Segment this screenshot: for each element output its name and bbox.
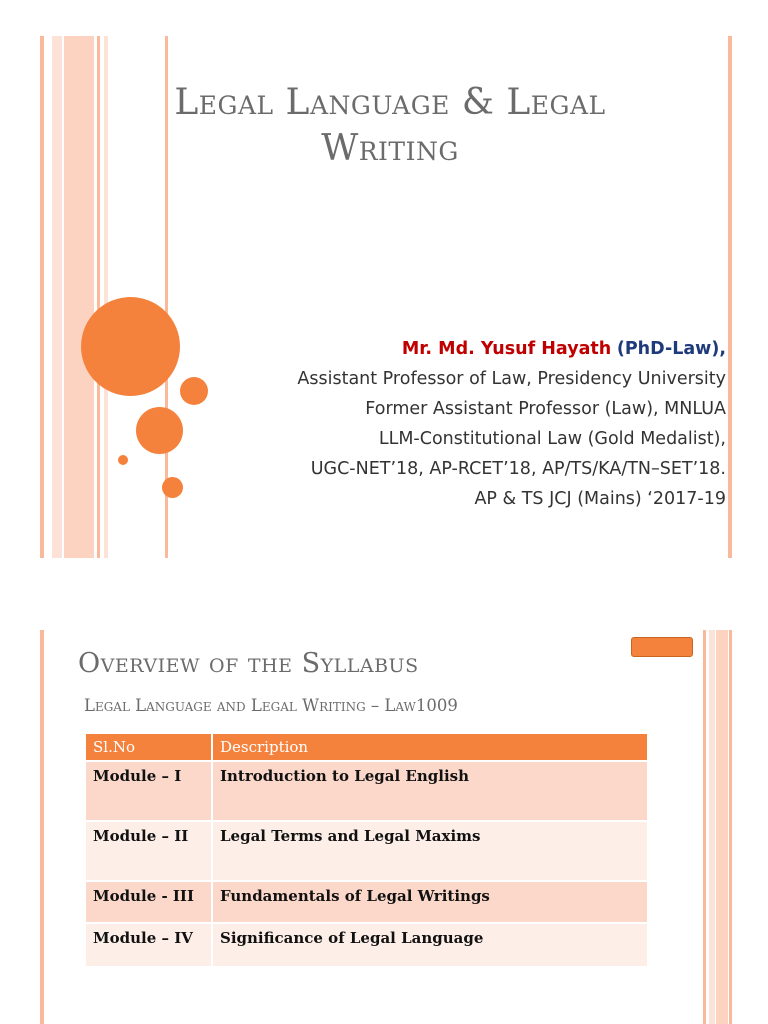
author-credential: Former Assistant Professor (Law), MNLUA [365,399,726,419]
slide-subtitle: Legal Language and Legal Writing – Law1009 [84,696,458,715]
right-stripe-band [716,630,728,1024]
right-stripe-band [709,630,715,1024]
module-description: Introduction to Legal English [212,761,648,821]
decorative-circle-medium [136,407,183,454]
author-credential: AP & TS JCJ (Mains) ‘2017-19 [474,489,726,509]
syllabus-slide [0,600,768,1024]
author-block [297,334,726,514]
author-name-line [297,334,726,364]
decorative-circle-tiny [118,455,128,465]
slide-title-line-1: Legal Language & Legal [174,82,606,123]
right-stripe-band [728,36,732,558]
slide-title: Overview of the Syllabus [78,648,419,679]
slide-title-line-2: Writing [321,128,459,169]
author-degree: (PhD-Law), [616,339,726,359]
module-description: Significance of Legal Language [212,923,648,966]
module-description: Legal Terms and Legal Maxims [212,821,648,881]
right-stripe-band [703,630,706,1024]
left-stripe-band [64,36,94,558]
column-header-description: Description [212,734,648,761]
decorative-circle-small [180,377,208,405]
decorative-orange-tab [631,637,693,657]
module-description: Fundamentals of Legal Writings [212,881,648,923]
table-row [86,761,648,821]
table-row [86,821,648,881]
decorative-circle-large [81,297,180,396]
module-number: Module – II [86,821,212,881]
column-header-slno: Sl.No [86,734,212,761]
author-credential: LLM-Constitutional Law (Gold Medalist), [378,429,726,449]
table-row [86,923,648,966]
author-credential: Assistant Professor of Law, Presidency University [297,369,726,389]
right-stripe-band [729,630,732,1024]
left-stripe-band [52,36,62,558]
decorative-circle-small [162,477,183,498]
author-name: Mr. Md. Yusuf Hayath [401,339,612,359]
left-stripe-band [40,630,44,1024]
table-header-row [86,734,648,761]
module-number: Module – IV [86,923,212,966]
module-number: Module - III [86,881,212,923]
left-stripe-band [40,36,44,558]
syllabus-table [86,734,649,966]
module-number: Module – I [86,761,212,821]
slide-title [100,80,680,172]
author-credential: UGC-NET’18, AP-RCET’18, AP/TS/KA/TN–SET’18. [310,459,726,479]
table-row [86,881,648,923]
